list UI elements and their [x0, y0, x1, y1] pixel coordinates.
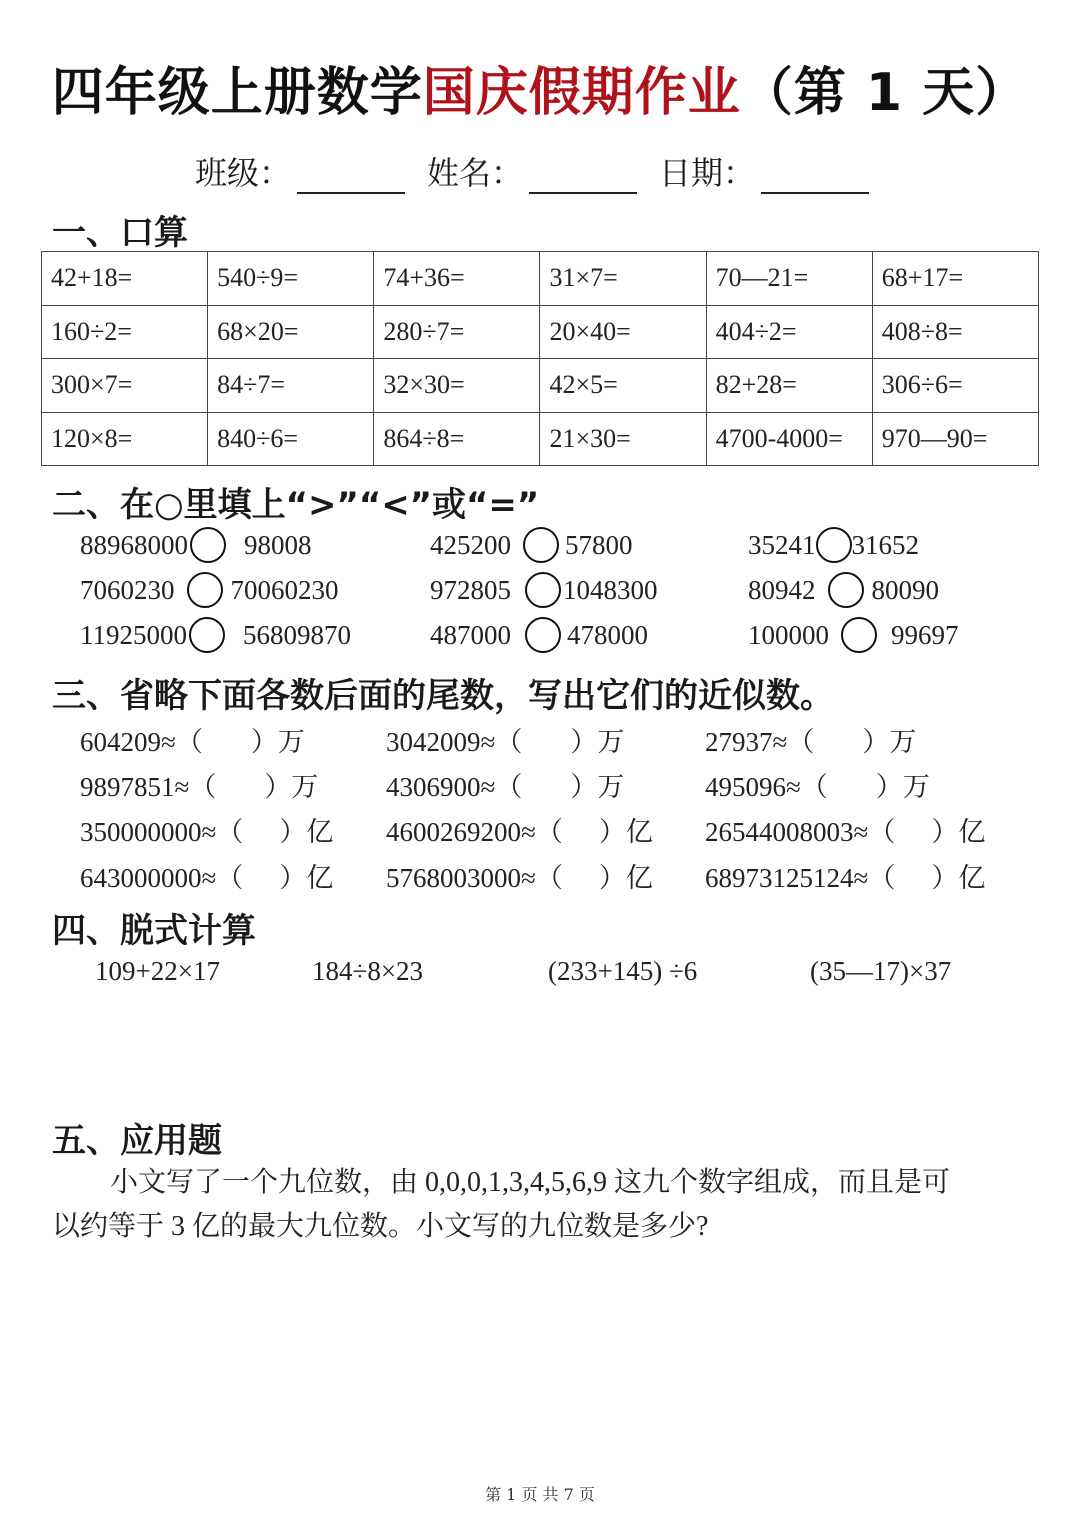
table-cell: 306÷6=	[872, 359, 1038, 413]
compare-circle[interactable]	[187, 572, 223, 608]
table-cell: 404÷2=	[706, 305, 872, 359]
compare-item	[430, 620, 648, 653]
table-cell: 68×20=	[208, 305, 374, 359]
approx-unit: ）万	[875, 772, 930, 802]
approx-number: 27937≈（	[705, 727, 815, 757]
table-cell: 970—90=	[872, 412, 1038, 466]
page-number: 第 1 页 共 7 页	[485, 1485, 595, 1504]
compare-left: 7060230	[80, 575, 175, 605]
approx-item	[705, 765, 930, 804]
approx-item	[705, 720, 916, 759]
compare-left: 80942	[748, 575, 816, 605]
date-blank[interactable]	[761, 154, 869, 194]
approx-item	[80, 765, 318, 804]
table-cell: 21×30=	[540, 412, 706, 466]
class-blank[interactable]	[297, 154, 405, 194]
approx-unit: ）亿	[598, 817, 653, 847]
compare-circle[interactable]	[816, 527, 852, 563]
compare-circle[interactable]	[525, 617, 561, 653]
compare-item	[748, 530, 919, 563]
approx-item	[386, 856, 653, 895]
compare-circle[interactable]	[841, 617, 877, 653]
compare-right: 478000	[567, 620, 648, 650]
compare-circle[interactable]	[190, 527, 226, 563]
expression: (233+145) ÷6	[548, 956, 698, 986]
compare-circle[interactable]	[828, 572, 864, 608]
compare-circle[interactable]	[523, 527, 559, 563]
name-blank[interactable]	[529, 154, 637, 194]
approx-number: 68973125124≈（	[705, 863, 896, 893]
table-row	[42, 412, 1039, 466]
word-problem-line2: 以约等于 3 亿的最大九位数。小文写的九位数是多少?	[52, 1211, 709, 1242]
approx-item	[386, 810, 653, 849]
approx-item	[80, 856, 333, 895]
compare-left: 35241	[748, 530, 816, 560]
compare-left: 100000	[748, 620, 829, 650]
table-cell: 408÷8=	[872, 305, 1038, 359]
section1-heading: 一、口算	[52, 213, 188, 253]
table-cell: 300×7=	[42, 359, 208, 413]
approx-unit: ）亿	[279, 863, 334, 893]
compare-left: 972805	[430, 575, 511, 605]
approx-item	[705, 810, 985, 849]
approx-unit: ）亿	[279, 817, 334, 847]
mental-math-table	[41, 251, 1039, 466]
compare-circle[interactable]	[189, 617, 225, 653]
table-cell: 84÷7=	[208, 359, 374, 413]
approx-item	[386, 765, 624, 804]
table-cell: 68+17=	[872, 252, 1038, 306]
table-cell: 4700-4000=	[706, 412, 872, 466]
compare-right: 1048300	[563, 575, 658, 605]
approx-unit: ）亿	[931, 863, 986, 893]
section5-heading: 五、应用题	[52, 1121, 222, 1161]
table-cell: 160÷2=	[42, 305, 208, 359]
table-row	[42, 305, 1039, 359]
compare-right: 99697	[891, 620, 959, 650]
table-cell: 540÷9=	[208, 252, 374, 306]
table-cell: 70—21=	[706, 252, 872, 306]
compare-left: 88968000	[80, 530, 188, 560]
compare-right: 57800	[565, 530, 633, 560]
approx-number: 5768003000≈（	[386, 863, 563, 893]
table-cell: 864÷8=	[374, 412, 540, 466]
expression: 184÷8×23	[312, 956, 424, 986]
table-cell: 82+28=	[706, 359, 872, 413]
compare-right: 56809870	[243, 620, 351, 650]
approx-item	[386, 720, 624, 759]
compare-left: 11925000	[80, 620, 187, 650]
approx-unit: ）万	[250, 727, 305, 757]
table-cell: 120×8=	[42, 412, 208, 466]
table-cell: 42×5=	[540, 359, 706, 413]
section4-heading: 四、脱式计算	[52, 911, 256, 951]
word-problem-line1: 小文写了一个九位数，由 0,0,0,1,3,4,5,6,9 这九个数字组成，而且是可	[110, 1167, 951, 1198]
expression: (35—17)×37	[810, 956, 952, 986]
student-info	[195, 148, 891, 194]
approx-item	[80, 810, 333, 849]
compare-left: 425200	[430, 530, 511, 560]
approx-unit: ）万	[264, 772, 319, 802]
name-label: 姓名：	[427, 154, 524, 192]
compare-item	[80, 575, 339, 608]
table-cell: 840÷6=	[208, 412, 374, 466]
approx-number: 350000000≈（	[80, 817, 244, 847]
table-cell: 280÷7=	[374, 305, 540, 359]
approx-item	[705, 856, 985, 895]
table-cell: 31×7=	[540, 252, 706, 306]
title-grade: 四年级上册数学	[51, 63, 423, 123]
approx-unit: ）万	[570, 727, 625, 757]
approx-unit: ）亿	[598, 863, 653, 893]
compare-item	[748, 620, 959, 653]
expression: 109+22×17	[95, 956, 220, 986]
compare-item	[748, 575, 939, 608]
approx-number: 3042009≈（	[386, 727, 523, 757]
title-day: （第 1 天）	[740, 63, 1029, 123]
table-cell: 32×30=	[374, 359, 540, 413]
date-label: 日期：	[659, 154, 756, 192]
section3-heading: 三、省略下面各数后面的尾数，写出它们的近似数。	[52, 676, 834, 716]
table-cell: 42+18=	[42, 252, 208, 306]
approx-number: 9897851≈（	[80, 772, 217, 802]
approx-number: 495096≈（	[705, 772, 828, 802]
compare-left: 487000	[430, 620, 511, 650]
approx-number: 26544008003≈（	[705, 817, 896, 847]
title-holiday: 国庆假期作业	[422, 63, 741, 123]
approx-number: 604209≈（	[80, 727, 203, 757]
compare-item	[80, 530, 312, 563]
approx-unit: ）万	[862, 727, 917, 757]
section2-heading: 二、在○里填上“>”“<”或“=”	[52, 485, 540, 525]
approx-item	[80, 720, 305, 759]
compare-right: 31652	[851, 530, 919, 560]
table-row	[42, 359, 1039, 413]
table-cell: 20×40=	[540, 305, 706, 359]
approx-number: 4600269200≈（	[386, 817, 563, 847]
compare-right: 70060230	[230, 575, 339, 605]
compare-item	[80, 620, 351, 653]
compare-right: 80090	[871, 575, 939, 605]
compare-item	[430, 530, 633, 563]
compare-circle[interactable]	[525, 572, 561, 608]
class-label: 班级：	[195, 154, 292, 192]
approx-unit: ）亿	[931, 817, 986, 847]
approx-number: 4306900≈（	[386, 772, 523, 802]
compare-item	[430, 575, 658, 608]
approx-unit: ）万	[570, 772, 625, 802]
compare-right: 98008	[244, 530, 312, 560]
page-title	[0, 50, 1080, 125]
table-row	[42, 252, 1039, 306]
approx-number: 643000000≈（	[80, 863, 244, 893]
table-cell: 74+36=	[374, 252, 540, 306]
